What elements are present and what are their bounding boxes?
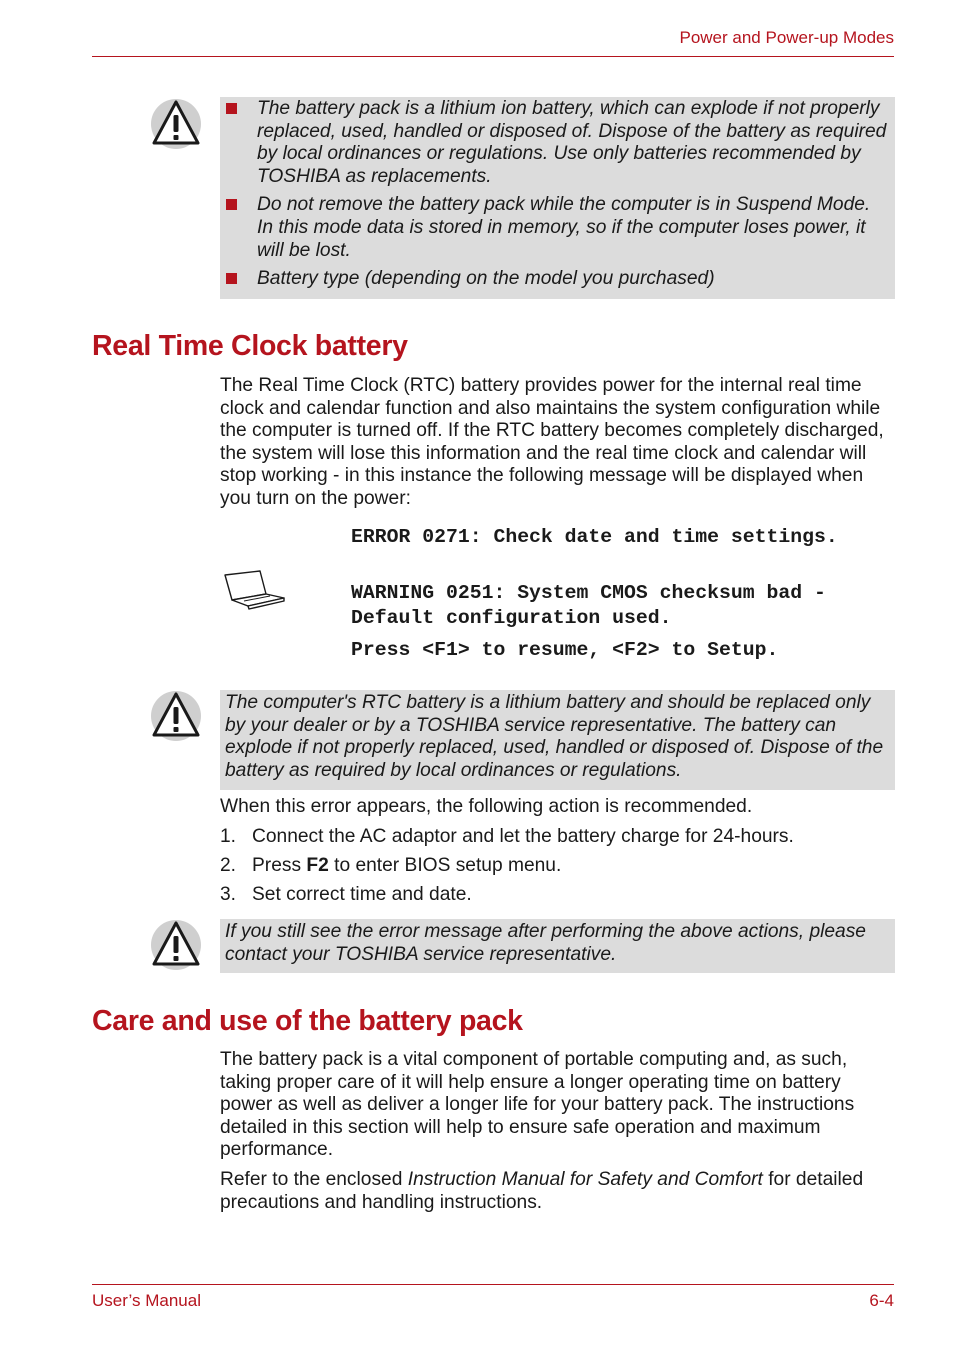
step-text: Connect the AC adaptor and let the battery charge for 24-hours. [252, 826, 794, 847]
footer-manual-title: User’s Manual [92, 1291, 201, 1310]
bullet-square-icon [226, 103, 237, 114]
caution-box-battery [220, 97, 895, 299]
caution-box-rtc [220, 690, 895, 790]
step-number: 3. [220, 884, 237, 905]
bullet-square-icon [226, 273, 237, 284]
step-number: 1. [220, 826, 237, 847]
action-intro: When this error appears, the following action is recommended. [220, 796, 753, 817]
rtc-paragraph: The Real Time Clock (RTC) battery provides power for the internal real time clock and calendar function and also maintains the system configuration while the computer is turned off. If the RTC battery becomes completely discharged, the system will lose this information and the real time clock and calendar will stop working - in this instance the following message will be displayed when you turn on the power: [220, 375, 884, 509]
caution-bullet-text: Battery type (depending on the model you purchased) [257, 268, 715, 290]
warning-triangle-icon [150, 98, 202, 150]
footer-rule [92, 1284, 894, 1285]
warning-triangle-icon [150, 919, 202, 971]
error-message-2: WARNING 0251: System CMOS checksum bad - Default configuration used. [351, 582, 826, 629]
section-title-care: Care and use of the battery pack [92, 1005, 523, 1037]
step-number: 2. [220, 855, 237, 876]
section-title-rtc: Real Time Clock battery [92, 330, 408, 362]
caution-text-contact: If you still see the error message after performing the above actions, please contact your TOSHIBA service representative. [225, 921, 866, 965]
caution-bullet-text: The battery pack is a lithium ion battery, which can explode if not properly replaced, used, handled or disposed of. Dispose of the battery as required by local ordinances or regulations. Use only batteries recommended by TOSHIBA as replacements. [257, 98, 887, 187]
step-text: Press F2 to enter BIOS setup menu. [252, 855, 562, 876]
caution-box-contact [220, 919, 895, 973]
error-message-1: ERROR 0271: Check date and time settings. [351, 526, 838, 548]
caution-bullet-text: Do not remove the battery pack while the computer is in Suspend Mode. In this mode data is stored in memory, so if the computer loses power, it will be lost. [257, 194, 871, 261]
caution-text-rtc: The computer's RTC battery is a lithium battery and should be replaced only by your dealer or by a TOSHIBA service representative. The battery can explode if not properly replaced, used, handled or disposed of. Dispose of the battery as required by local ordinances or regulations. [225, 692, 884, 781]
caution-bullet [220, 194, 889, 262]
footer-page-number: 6-4 [869, 1291, 894, 1310]
caution-bullet [220, 98, 889, 188]
laptop-note-icon [222, 568, 286, 612]
error-message-3: Press <F1> to resume, <F2> to Setup. [351, 639, 779, 661]
care-paragraph-2: Refer to the enclosed Instruction Manual for Safety and Comfort for detailed precautions and handling instructions. [220, 1169, 864, 1213]
care-paragraph-1: The battery pack is a vital component of portable computing and, as such, taking proper care of it will help ensure a longer operating time on battery power as well as deliver a longer life for your battery pack. The instructions detailed in this section will help to ensure safe operation and maximum performance. [220, 1049, 855, 1161]
bullet-square-icon [226, 199, 237, 210]
page-header-title: Power and Power-up Modes [679, 28, 894, 47]
step-text: Set correct time and date. [252, 884, 472, 905]
caution-bullet [220, 268, 889, 291]
warning-triangle-icon [150, 690, 202, 742]
header-rule [92, 56, 894, 57]
